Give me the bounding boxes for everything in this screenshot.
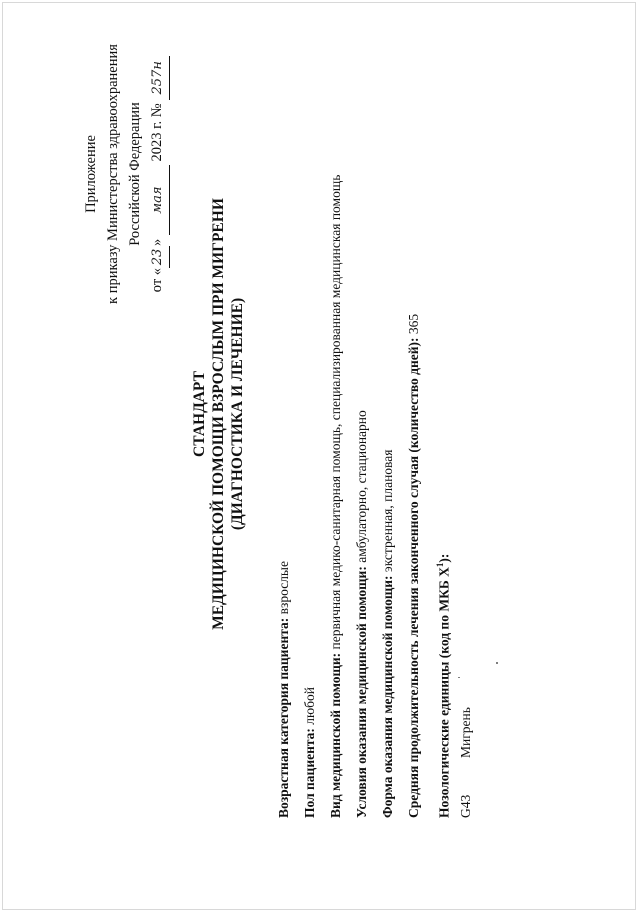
field-label: Нозологические единицы (код по МКБ Х [436,567,452,818]
field-label: Вид медицинской помощи: [328,652,343,818]
treatment-duration-field [406,314,422,818]
field-label-end: ): [436,553,452,563]
field-value: первичная медико-санитарная помощь, специализированная медицинская помощь [328,174,343,653]
title-subtitle: (ДИАГНОСТИКА И ЛЕЧЕНИЕ) [229,297,246,531]
handwritten-month: мая [147,165,170,235]
field-value: экстренная, плановая [380,449,395,576]
title-standard: СТАНДАРТ [191,371,208,457]
field-value: 365 [406,313,421,338]
document-title [190,64,247,764]
field-value: взрослые [276,561,291,618]
appendix-header [80,34,170,314]
appendix-line: Приложение [83,135,99,213]
appendix-country-line: Российской Федерации [127,102,143,246]
field-value: амбулаторно, стационарно [354,410,369,567]
scan-speck [458,677,460,678]
date-prefix: от « [149,267,165,293]
date-quote: » [149,238,165,246]
care-type-field [328,175,344,818]
scan-speck [496,662,498,664]
handwritten-order-number: 257н [147,56,170,100]
care-form-field [380,450,396,818]
patient-sex-field [302,687,318,818]
field-label: Условия оказания медицинской помощи: [354,566,369,818]
field-label: Пол пациента: [302,728,317,818]
field-label: Форма оказания медицинской помощи: [380,575,395,818]
appendix-order-line: к приказу Министерства здравоохранения [105,44,121,304]
field-label: Возрастная категория пациента: [276,617,291,818]
field-label: Средняя продолжительность лечения законченного случая (количество дней): [406,337,421,818]
diagnosis-name: Мигрень [458,707,473,758]
footnote-marker: 1 [435,562,445,568]
care-conditions-field [354,410,370,818]
icd-code: G43 [458,794,473,818]
handwritten-day: 23 [147,246,170,268]
year-and-number-label: 2023 г. № [149,103,165,162]
appendix-date-line [146,34,170,314]
title-main: МЕДИЦИНСКОЙ ПОМОЩИ ВЗРОСЛЫМ ПРИ МИГРЕНИ [210,198,227,630]
field-value: любой [302,687,317,729]
nosology-heading [432,554,453,818]
age-category-field [276,561,292,818]
